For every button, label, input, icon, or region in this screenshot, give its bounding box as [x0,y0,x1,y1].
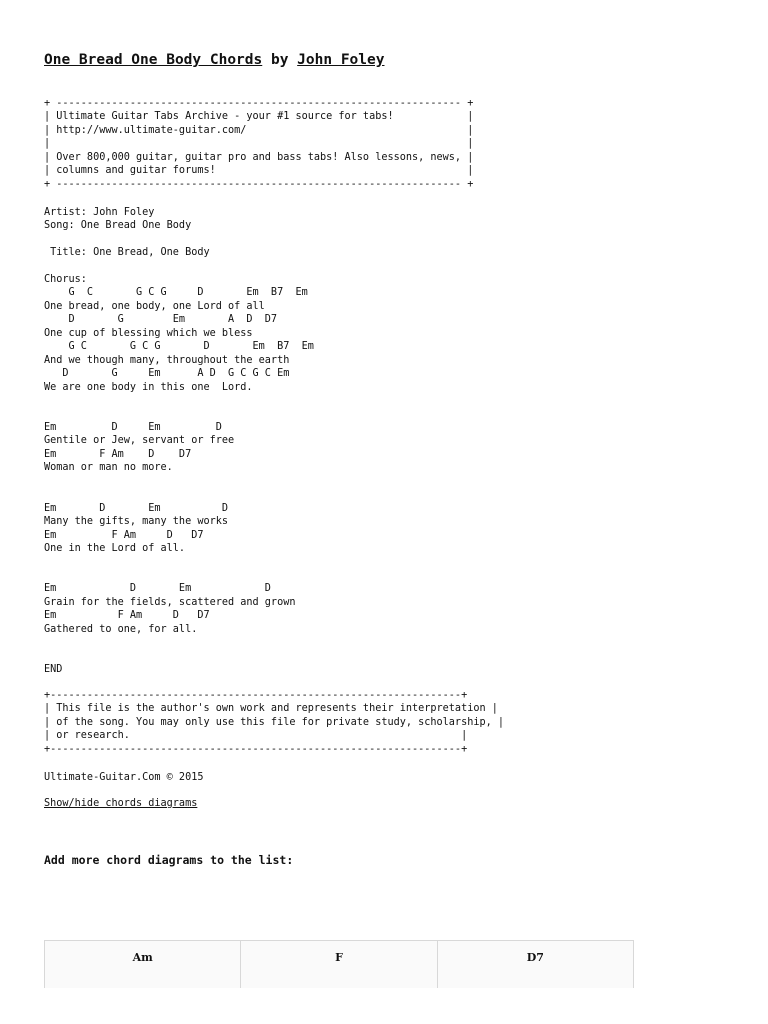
chord-diagram-am[interactable]: Am [45,941,241,1001]
page-cutoff [0,988,768,1024]
song-chords-lyrics: Chorus: G C G C G D Em B7 Em One bread, one body, one Lord of all D G Em A D D7 One cup of blessing which we bless G C G C G D Em B7 Em And we though many, throughout the earth D G Em A D G C G C Em We are one body in this one Lord. Em D Em D Gentile or Jew, servant or free Em F Am D D7 Woman or man no more. Em D Em D Many the gifts, many the works Em F Am D D7 One in the Lord of all. Em D Em D Grain for the fields, scattered and grown Em F Am D D7 Gathered to one, for all. END [44,274,314,676]
by-text: by [262,52,298,68]
disclaimer-box: +-------------------------------------------------------------------+ | This file is the author's own work and represents their interpretation | | of the song. You may only use this file for private study, scholarship, | | or research. | +-------------------------------------------------------------------+ [44,690,505,755]
page-title [44,52,384,68]
chord-diagram-f[interactable]: F [241,941,437,1001]
artist-link[interactable]: John Foley [297,52,385,68]
song-title-link[interactable]: One Bread One Body Chords [44,52,263,68]
chord-diagram-d7[interactable]: D7 [437,941,633,1001]
add-diagrams-heading: Add more chord diagrams to the list: [44,853,294,867]
show-hide-diagrams-link[interactable]: Show/hide chords diagrams [44,798,198,809]
archive-notice-box: + ------------------------------------------------------------------ + | Ultimate Guitar Tabs Archive - your #1 source for tabs! | | http://www.ultimate-guitar.com/ | | | | Over 800,000 guitar, guitar pro and bass tabs! Also lessons, news, | | columns and guitar forums! | + ------------------------------------------------------------------ + [44,98,474,190]
copyright-text: Ultimate-Guitar.Com © 2015 [44,772,204,783]
song-info: Artist: John Foley Song: One Bread One Body Title: One Bread, One Body [44,207,210,259]
